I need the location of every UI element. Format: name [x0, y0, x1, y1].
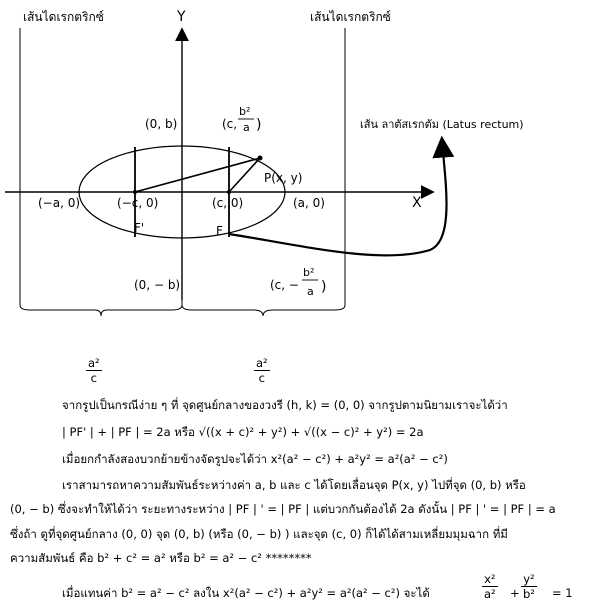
label-c-bottom-num: b² [303, 266, 315, 279]
label-c-0: (c, 0) [212, 196, 244, 210]
final-y-num: y² [521, 572, 537, 587]
final-x-den: a² [484, 587, 496, 601]
directrix-right-label: เส้นไดเรกตริกซ์ [310, 10, 391, 24]
label-F-prime: F' [134, 221, 145, 235]
y-axis-label: Y [177, 9, 186, 25]
dim-right-fraction [254, 356, 270, 385]
paragraph-line-5: (0, − b) ซึ่งจะทำให้ได้ว่า ระยะทางระหว่าง | PF | ' = | PF | แต่บวกกันต้องได้ 2a ดังนั้น | PF | ' = | PF | = a [10, 502, 556, 516]
label-c-top-prefix: (c, [222, 117, 238, 131]
final-plus: + [510, 586, 520, 600]
dim-right-num: a² [256, 356, 268, 370]
label-neg-c-0: (−c, 0) [117, 196, 159, 210]
directrix-left-label: เส้นไดเรกตริกซ์ [23, 10, 104, 24]
label-neg-a-0: (−a, 0) [38, 196, 81, 210]
focus-right-dot [227, 190, 231, 194]
brace-right [182, 300, 345, 316]
dim-right-den: c [258, 371, 265, 385]
label-0-b: (0, b) [145, 117, 178, 131]
paragraph-line-1: จากรูปเป็นกรณีง่าย ๆ ที่ จุดศูนย์กลางของวงรี (h, k) = (0, 0) จากรูปตามนิยามเราจะได้ว่า [62, 398, 508, 412]
paragraph-line-2: | PF' | + | PF | = 2a หรือ √((x + c)² + y²) + √((x − c)² + y²) = 2a [62, 425, 424, 439]
svg-text:): ) [321, 279, 327, 295]
final-x-fraction [482, 572, 498, 601]
final-equals: = 1 [552, 586, 573, 600]
focus-left-dot [133, 190, 137, 194]
label-c-top-den: a [243, 121, 250, 134]
paragraph-line-3: เมื่อยกกำลังสองบวกย้ายข้างจัดรูปจะได้ว่า x²(a² − c²) + a²y² = a²(a² − c²) [62, 452, 448, 466]
brace-left [20, 300, 182, 316]
dim-left-fraction [86, 356, 102, 385]
dim-left-den: c [90, 371, 97, 385]
paragraph-line-6: ซึ่งถ้า ดูที่จุดศูนย์กลาง (0, 0) จุด (0, b) (หรือ (0, − b) ) และจุด (c, 0) ก็ได้ได้สามเหลี่ยมมุมฉาก ที่มี [10, 527, 508, 541]
label-a-0: (a, 0) [293, 196, 325, 210]
label-P: P(x, y) [264, 171, 303, 185]
dim-left-num: a² [88, 356, 100, 370]
point-P [258, 156, 263, 161]
final-y-den: b² [523, 587, 535, 601]
final-x-num: x² [482, 572, 498, 587]
label-F: F [216, 224, 223, 238]
final-y-fraction [521, 572, 537, 601]
x-axis-label: X [412, 195, 422, 211]
focal-radius-right [229, 158, 260, 192]
label-c-bottom-prefix: (c, − [270, 278, 299, 292]
label-c-top-num: b² [239, 105, 251, 118]
latus-rectum-label: เส้น ลาตัสเรกตัม (Latus rectum) [360, 118, 524, 131]
label-c-bottom-den: a [307, 285, 314, 298]
paragraph-line-4: เราสามารถหาความสัมพันธ์ระหว่างค่า a, b และ c ได้โดยเลื่อนจุด P(x, y) ไปที่จุด (0, b) หรือ [62, 478, 526, 492]
paragraph-line-7: ความสัมพันธ์ คือ b² + c² = a² หรือ b² = a² − c² ******** [10, 551, 312, 565]
label-0-neg-b: (0, − b) [134, 278, 181, 292]
paragraph-line-8: เมื่อแทนค่า b² = a² − c² ลงใน x²(a² − c²) + a²y² = a²(a² − c²) จะได้ [62, 586, 430, 600]
svg-text:): ) [256, 117, 262, 133]
focal-radius-left [135, 158, 260, 192]
